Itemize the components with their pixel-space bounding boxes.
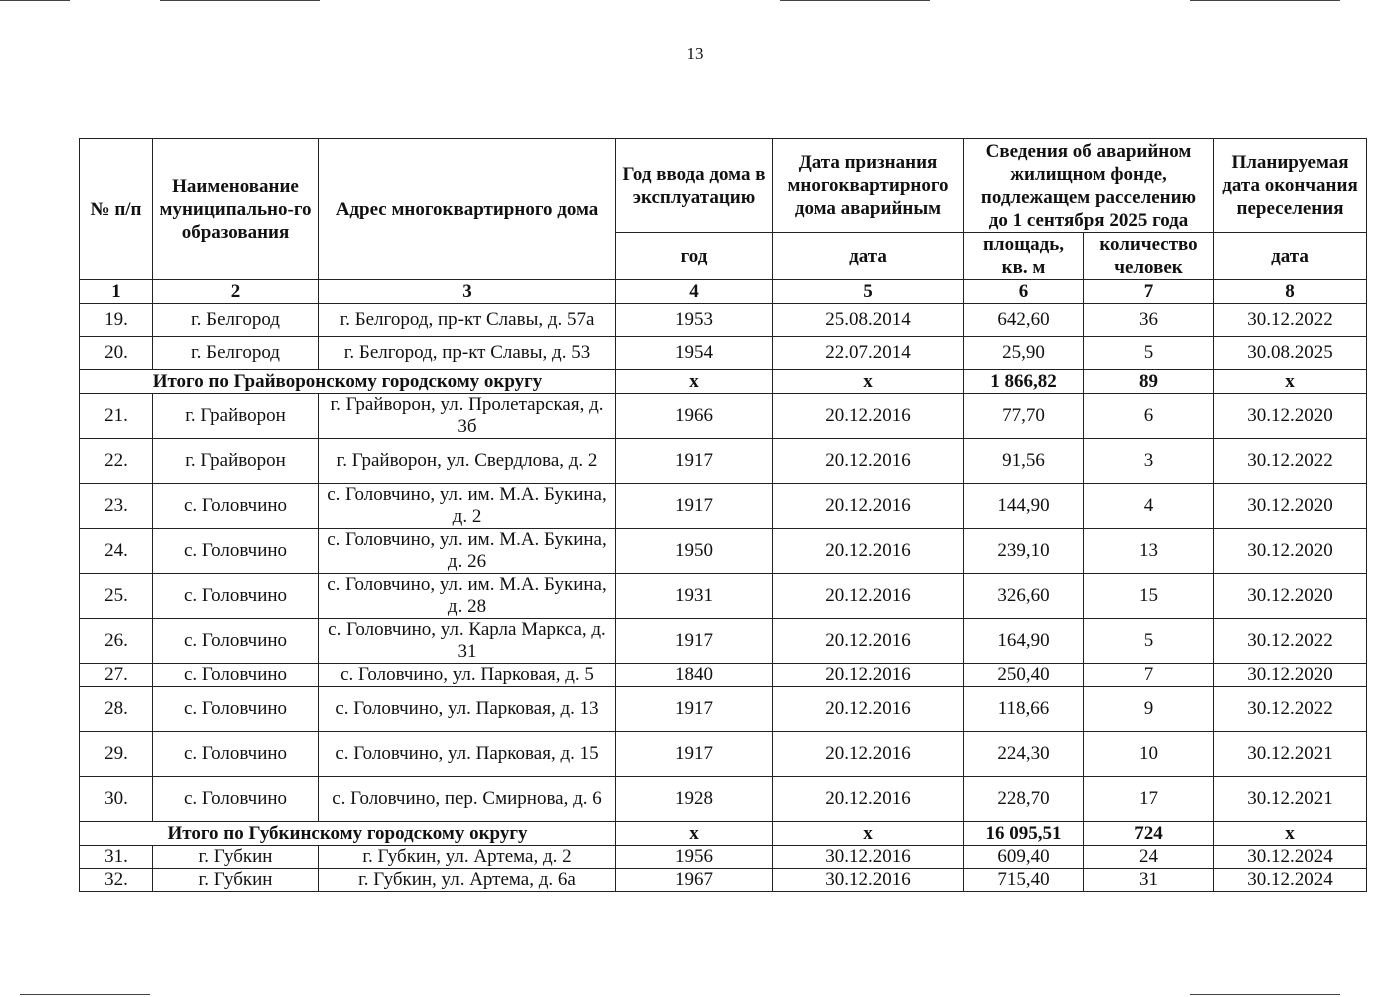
row-year: 1917 — [616, 732, 773, 777]
table-row — [80, 664, 1367, 687]
row-people: 9 — [1084, 687, 1214, 732]
table-row — [80, 846, 1367, 869]
table-row — [80, 484, 1367, 529]
row-people: 36 — [1084, 304, 1214, 337]
row-plan-date: 30.12.2021 — [1214, 732, 1367, 777]
row-area: 164,90 — [964, 619, 1084, 664]
row-people: 24 — [1084, 846, 1214, 869]
total-label: Итого по Губкинскому городскому округу — [80, 822, 616, 846]
subheader-date: дата — [773, 233, 964, 280]
row-year: 1956 — [616, 846, 773, 869]
row-municipality: г. Белгород — [153, 304, 319, 337]
subheader-people: количество человек — [1084, 233, 1214, 280]
total-people: 724 — [1084, 822, 1214, 846]
table-row — [80, 394, 1367, 439]
table-row — [80, 732, 1367, 777]
column-number: 3 — [319, 280, 616, 304]
row-municipality: с. Головчино — [153, 574, 319, 619]
table-row — [80, 304, 1367, 337]
top-edge-line — [1190, 0, 1340, 1]
row-number: 19. — [80, 304, 153, 337]
row-year: 1917 — [616, 484, 773, 529]
subheader-plan-date: дата — [1214, 233, 1367, 280]
row-number: 29. — [80, 732, 153, 777]
row-address: с. Головчино, ул. Парковая, д. 13 — [319, 687, 616, 732]
row-area: 250,40 — [964, 664, 1084, 687]
row-date: 20.12.2016 — [773, 394, 964, 439]
row-plan-date: 30.12.2022 — [1214, 304, 1367, 337]
row-area: 228,70 — [964, 777, 1084, 822]
top-edge-line — [780, 0, 930, 1]
row-people: 10 — [1084, 732, 1214, 777]
table-row — [80, 869, 1367, 892]
row-plan-date: 30.12.2022 — [1214, 439, 1367, 484]
subheader-year: год — [616, 233, 773, 280]
row-municipality: г. Грайворон — [153, 394, 319, 439]
row-address: с. Головчино, пер. Смирнова, д. 6 — [319, 777, 616, 822]
row-area: 715,40 — [964, 869, 1084, 892]
table-row — [80, 337, 1367, 370]
row-plan-date: 30.12.2024 — [1214, 869, 1367, 892]
row-address: г. Губкин, ул. Артема, д. 6а — [319, 869, 616, 892]
row-people: 5 — [1084, 619, 1214, 664]
top-edge-line — [0, 0, 70, 1]
total-area: 1 866,82 — [964, 370, 1084, 394]
table-row — [80, 777, 1367, 822]
header-col-date: Дата признания многоквартирного дома аварийным — [773, 139, 964, 233]
row-date: 20.12.2016 — [773, 687, 964, 732]
column-number: 6 — [964, 280, 1084, 304]
total-year: х — [616, 822, 773, 846]
column-number: 7 — [1084, 280, 1214, 304]
row-number: 21. — [80, 394, 153, 439]
row-area: 642,60 — [964, 304, 1084, 337]
row-address: г. Грайворон, ул. Пролетарская, д. 3б — [319, 394, 616, 439]
row-number: 26. — [80, 619, 153, 664]
row-number: 28. — [80, 687, 153, 732]
row-municipality: г. Белгород — [153, 337, 319, 370]
row-people: 31 — [1084, 869, 1214, 892]
row-people: 4 — [1084, 484, 1214, 529]
row-address: с. Головчино, ул. им. М.А. Букина, д. 26 — [319, 529, 616, 574]
row-number: 23. — [80, 484, 153, 529]
row-plan-date: 30.12.2024 — [1214, 846, 1367, 869]
top-edge-line — [160, 0, 320, 1]
row-municipality: с. Головчино — [153, 484, 319, 529]
row-municipality: г. Губкин — [153, 846, 319, 869]
column-number-row — [80, 280, 1367, 304]
row-plan-date: 30.12.2020 — [1214, 394, 1367, 439]
row-area: 118,66 — [964, 687, 1084, 732]
column-number: 5 — [773, 280, 964, 304]
row-year: 1917 — [616, 619, 773, 664]
row-date: 20.12.2016 — [773, 484, 964, 529]
row-year: 1840 — [616, 664, 773, 687]
row-people: 3 — [1084, 439, 1214, 484]
header-col-address: Адрес многоквартирного дома — [319, 139, 616, 280]
row-municipality: с. Головчино — [153, 619, 319, 664]
subheader-area: площадь, кв. м — [964, 233, 1084, 280]
row-year: 1954 — [616, 337, 773, 370]
header-col-plan: Планируемая дата окончания переселения — [1214, 139, 1367, 233]
total-people: 89 — [1084, 370, 1214, 394]
total-year: х — [616, 370, 773, 394]
row-plan-date: 30.12.2020 — [1214, 484, 1367, 529]
row-date: 30.12.2016 — [773, 869, 964, 892]
row-year: 1966 — [616, 394, 773, 439]
row-year: 1953 — [616, 304, 773, 337]
header-col-info: Сведения об аварийном жилищном фонде, подлежащем расселению до 1 сентября 2025 года — [964, 139, 1214, 233]
row-area: 144,90 — [964, 484, 1084, 529]
column-number: 4 — [616, 280, 773, 304]
row-number: 30. — [80, 777, 153, 822]
row-plan-date: 30.12.2020 — [1214, 529, 1367, 574]
row-year: 1950 — [616, 529, 773, 574]
total-plan: х — [1214, 370, 1367, 394]
header-row — [80, 139, 1367, 233]
total-row — [80, 370, 1367, 394]
row-address: с. Головчино, ул. Карла Маркса, д. 31 — [319, 619, 616, 664]
row-municipality: г. Губкин — [153, 869, 319, 892]
column-number: 1 — [80, 280, 153, 304]
row-area: 326,60 — [964, 574, 1084, 619]
row-date: 20.12.2016 — [773, 732, 964, 777]
row-people: 5 — [1084, 337, 1214, 370]
total-row — [80, 822, 1367, 846]
row-date: 20.12.2016 — [773, 664, 964, 687]
row-number: 32. — [80, 869, 153, 892]
row-year: 1917 — [616, 439, 773, 484]
row-municipality: с. Головчино — [153, 664, 319, 687]
row-plan-date: 30.08.2025 — [1214, 337, 1367, 370]
row-number: 22. — [80, 439, 153, 484]
row-date: 20.12.2016 — [773, 574, 964, 619]
column-number: 8 — [1214, 280, 1367, 304]
bottom-edge-line — [1190, 994, 1340, 995]
table-row — [80, 439, 1367, 484]
row-people: 6 — [1084, 394, 1214, 439]
row-people: 13 — [1084, 529, 1214, 574]
total-date: х — [773, 822, 964, 846]
row-municipality: г. Грайворон — [153, 439, 319, 484]
row-area: 91,56 — [964, 439, 1084, 484]
header-col-municipality: Наименование муниципально-го образования — [153, 139, 319, 280]
row-plan-date: 30.12.2022 — [1214, 619, 1367, 664]
row-number: 25. — [80, 574, 153, 619]
row-area: 239,10 — [964, 529, 1084, 574]
total-plan: х — [1214, 822, 1367, 846]
row-date: 20.12.2016 — [773, 619, 964, 664]
table-row — [80, 687, 1367, 732]
row-people: 15 — [1084, 574, 1214, 619]
row-address: г. Губкин, ул. Артема, д. 2 — [319, 846, 616, 869]
total-label: Итого по Грайворонскому городскому округу — [80, 370, 616, 394]
bottom-edge-line — [20, 994, 150, 995]
row-plan-date: 30.12.2020 — [1214, 664, 1367, 687]
row-people: 7 — [1084, 664, 1214, 687]
row-date: 20.12.2016 — [773, 777, 964, 822]
row-date: 25.08.2014 — [773, 304, 964, 337]
row-year: 1917 — [616, 687, 773, 732]
row-number: 27. — [80, 664, 153, 687]
total-area: 16 095,51 — [964, 822, 1084, 846]
row-year: 1931 — [616, 574, 773, 619]
row-area: 609,40 — [964, 846, 1084, 869]
row-municipality: с. Головчино — [153, 687, 319, 732]
row-address: с. Головчино, ул. им. М.А. Букина, д. 2 — [319, 484, 616, 529]
column-number: 2 — [153, 280, 319, 304]
row-plan-date: 30.12.2021 — [1214, 777, 1367, 822]
row-address: г. Белгород, пр-кт Славы, д. 57а — [319, 304, 616, 337]
header-col-year: Год ввода дома в эксплуатацию — [616, 139, 773, 233]
row-number: 20. — [80, 337, 153, 370]
row-area: 77,70 — [964, 394, 1084, 439]
page-number: 13 — [686, 44, 704, 63]
table-row — [80, 529, 1367, 574]
row-year: 1967 — [616, 869, 773, 892]
total-date: х — [773, 370, 964, 394]
row-municipality: с. Головчино — [153, 732, 319, 777]
row-number: 31. — [80, 846, 153, 869]
row-date: 20.12.2016 — [773, 529, 964, 574]
row-address: с. Головчино, ул. им. М.А. Букина, д. 28 — [319, 574, 616, 619]
table-row — [80, 574, 1367, 619]
row-address: с. Головчино, ул. Парковая, д. 15 — [319, 732, 616, 777]
table-row — [80, 619, 1367, 664]
emergency-housing-table — [79, 138, 1367, 892]
row-municipality: с. Головчино — [153, 777, 319, 822]
row-address: г. Грайворон, ул. Свердлова, д. 2 — [319, 439, 616, 484]
header-col-number: № п/п — [80, 139, 153, 280]
row-area: 224,30 — [964, 732, 1084, 777]
row-plan-date: 30.12.2022 — [1214, 687, 1367, 732]
row-address: с. Головчино, ул. Парковая, д. 5 — [319, 664, 616, 687]
row-number: 24. — [80, 529, 153, 574]
row-area: 25,90 — [964, 337, 1084, 370]
row-year: 1928 — [616, 777, 773, 822]
row-people: 17 — [1084, 777, 1214, 822]
row-date: 22.07.2014 — [773, 337, 964, 370]
row-address: г. Белгород, пр-кт Славы, д. 53 — [319, 337, 616, 370]
row-date: 20.12.2016 — [773, 439, 964, 484]
row-municipality: с. Головчино — [153, 529, 319, 574]
row-plan-date: 30.12.2020 — [1214, 574, 1367, 619]
row-date: 30.12.2016 — [773, 846, 964, 869]
